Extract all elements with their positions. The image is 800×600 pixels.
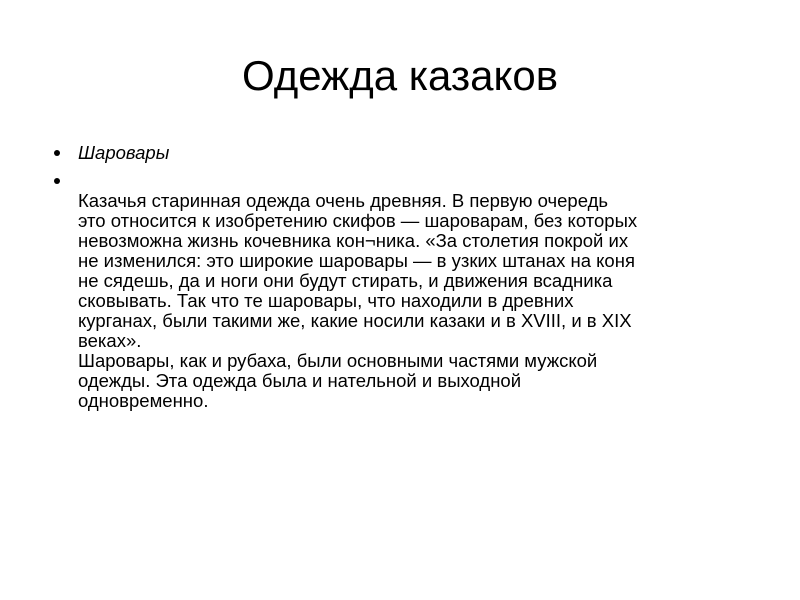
bullet-item-heading: [54, 143, 754, 163]
empty-line: [78, 171, 754, 191]
bullet-heading-text: Шаровары: [78, 142, 170, 163]
bullet-dot-icon: [54, 178, 60, 184]
bullet-dot-icon: [54, 150, 60, 156]
body-paragraph: Шаровары, как и рубаха, были основными частями мужской одежды. Эта одежда была и нательной и выходной одновременно.: [78, 350, 598, 411]
slide-title: Одежда казаков: [241, 52, 559, 99]
bullet-item-body: [54, 171, 754, 411]
body-paragraph: Казачья старинная одежда очень древняя. В первую очередь это относится к изобретению скифов — шароварам, без которых невозможна жизнь кочевника кон¬ника. «За столетия покрой их не изменился: это широкие шаровары — в узких штанах на коня не сядешь, да и ноги они будут стирать, и движения всадника сковывать. Так что те шаровары, что находили в древних курганах, были такими же, какие носили казаки и в XVIII, и в XIX веках».: [78, 190, 638, 351]
bullet-list: [54, 143, 754, 411]
